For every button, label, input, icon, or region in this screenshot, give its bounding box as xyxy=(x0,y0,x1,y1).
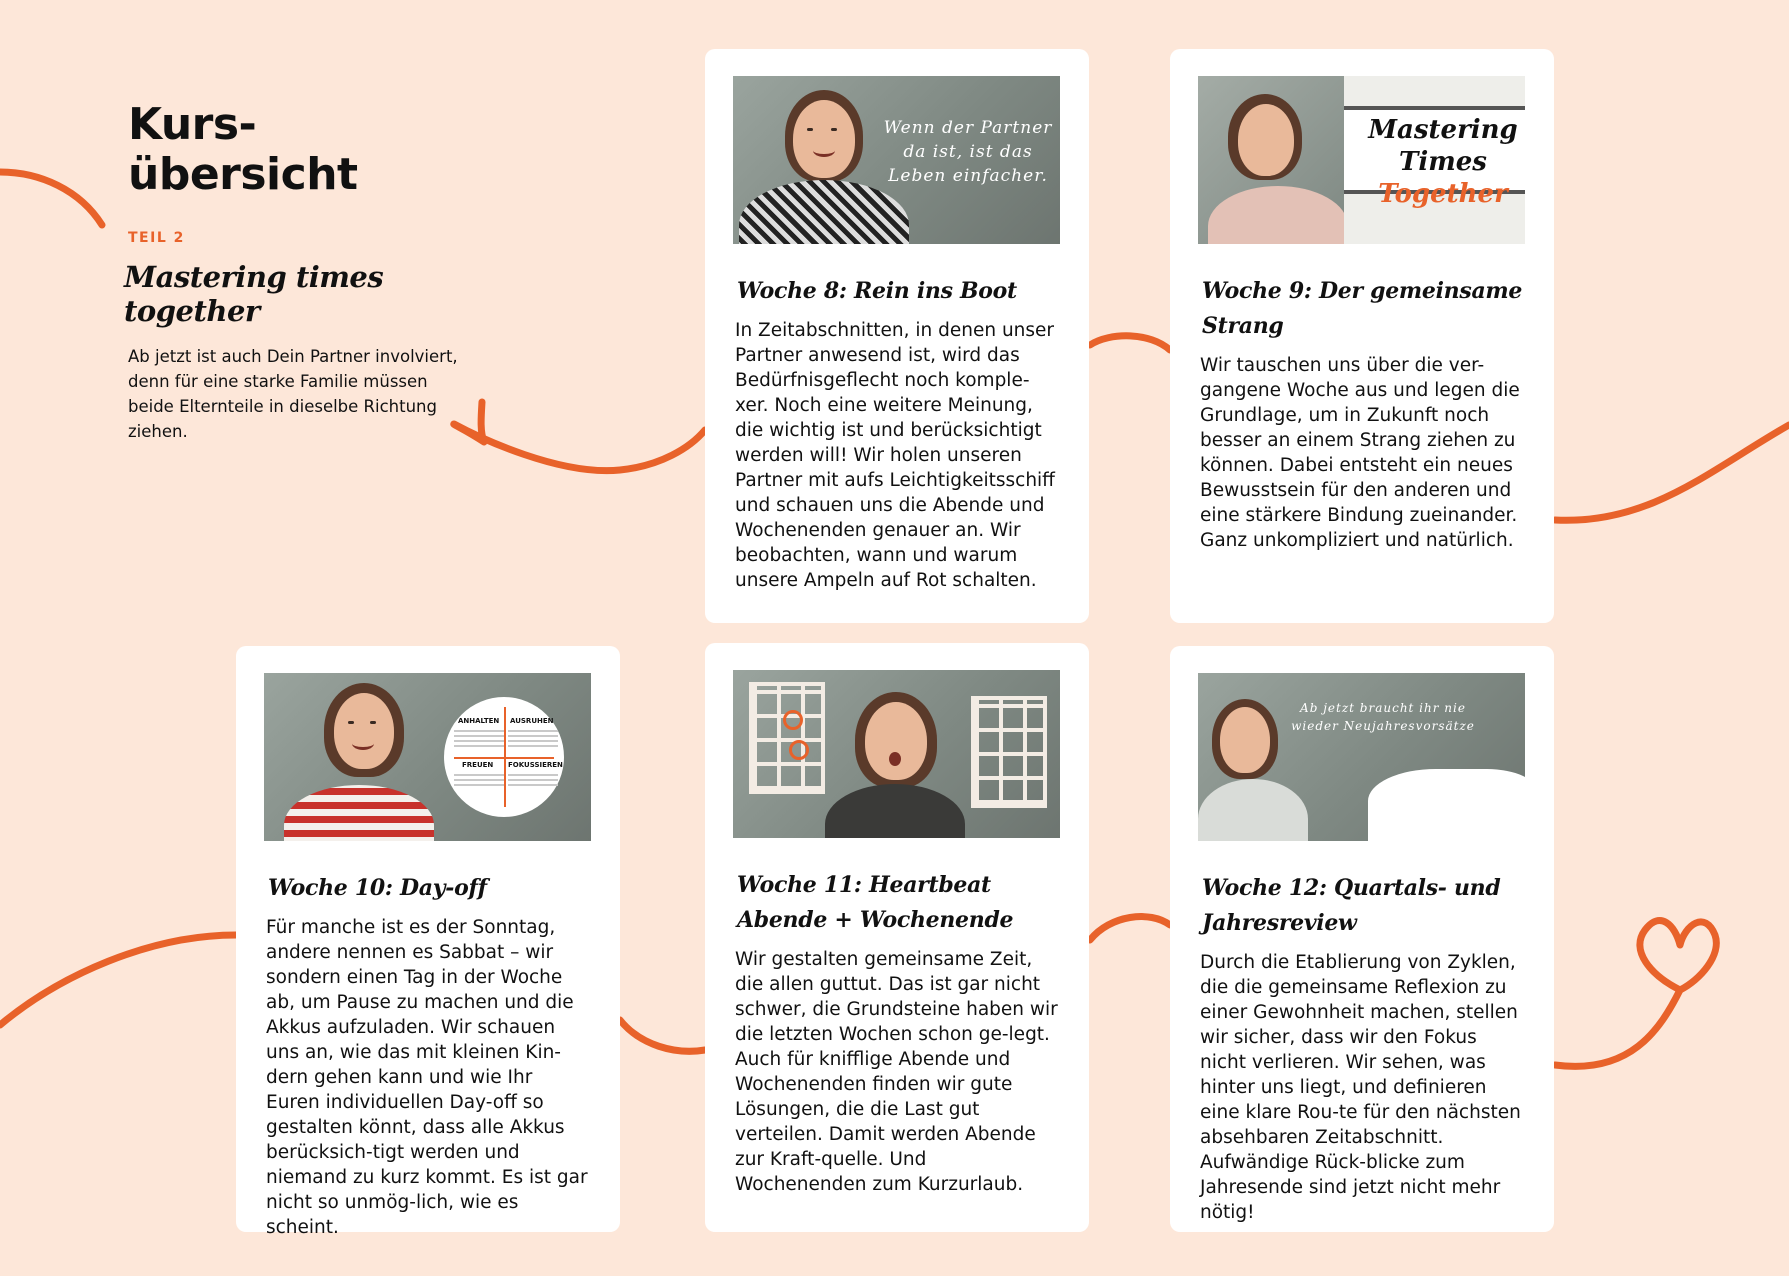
heart-icon xyxy=(1640,921,1716,990)
week-8-thumbnail xyxy=(733,76,1060,244)
part-label: TEIL 2 xyxy=(128,230,185,246)
week-11-card xyxy=(705,643,1089,1232)
week-9-card xyxy=(1170,49,1554,623)
week-11-title: Woche 11: Heartbeat Abende + Wochenende xyxy=(737,872,1014,933)
week-10-card xyxy=(236,646,620,1238)
week-8-title: Woche 8: Rein ins Boot xyxy=(737,278,1017,304)
part-title: Mastering times together xyxy=(124,260,384,328)
week-10-text: Für manche ist es der Sonntag, andere nennen es Sabbat – wir sondern einen Tag in der Woche ab, um Pause zu machen und die Akkus aufzuladen. Wir schauen uns an, wie das mit kleinen Kin-dern gehen kann und wie Ihr Euren individuellen Day-off so gestalten könnt, dass alle Akkus berücksich-tigt werden und niemand zu kurz kommt. Es ist gar nicht so unmög-lich, wie es scheint. xyxy=(266,917,588,1238)
week-11-text: Wir gestalten gemeinsame Zeit, die allen guttut. Das ist gar nicht schwer, die Grundsteine haben wir die letzten Wochen schon ge-legt. Auch für knifflige Abende und Wochenenden finden wir gute Lösungen, die die Last gut verteilen. Damit werden Abende zur Kraft-quelle. Und Wochenenden zum Kurzurlaub. xyxy=(735,949,1058,1195)
week-10-thumbnail xyxy=(264,673,591,841)
week-9-image-text-b: Times xyxy=(1399,147,1487,177)
week-9-thumbnail xyxy=(1198,76,1525,244)
week-9-image-text-c: Together xyxy=(1378,179,1508,209)
week-8-image-text: Wenn der Partner da ist, ist das Leben einfacher. xyxy=(883,118,1053,186)
page-title: Kurs- übersicht xyxy=(128,99,358,200)
week-9-image-text-a: Mastering xyxy=(1368,115,1518,145)
week-10-wheel-graphic: ANHALTEN AUSRUHEN FREUEN FOKUSSIEREN xyxy=(444,697,564,817)
week-11-thumbnail xyxy=(733,670,1060,838)
week-9-title: Woche 9: Der gemeinsame Strang xyxy=(1202,278,1523,339)
week-12-image-text: Ab jetzt braucht ihr nie wieder Neujahresvorsätze xyxy=(1291,701,1475,733)
week-8-text: In Zeitabschnitten, in denen unser Partner anwesend ist, wird das Bedürfnisgeflecht noch komple-xer. Noch eine weitere Meinung, die wichtig ist und berücksichtigt werden will! Wir holen unseren Partner mit aufs Leichtigkeitsschiff und schauen uns die Abende und Wochenenden genauer an. Wir beobachten, wann und warum unsere Ampeln auf Rot schalten. xyxy=(735,320,1055,591)
intro-section xyxy=(124,99,488,444)
week-12-title: Woche 12: Quartals- und Jahresreview xyxy=(1202,875,1501,936)
week-12-card xyxy=(1170,646,1554,1232)
week-9-text: Wir tauschen uns über die ver-gangene Woche aus und legen die Grundlage, um in Zukunft noch besser an einem Strang ziehen zu können. Dabei entsteht ein neues Bewusstsein für den anderen und eine stärkere Bindung zueinander. Ganz unkompliziert und natürlich. xyxy=(1200,355,1520,551)
week-12-text: Durch die Etablierung von Zyklen, die die gemeinsame Reflexion zu einer Gewohnheit machen, stellen wir sicher, dass wir den Fokus nicht verlieren. Wir sehen, was hinter uns liegt, und definieren eine klare Rou-te für den nächsten absehbaren Zeitabschnitt. Aufwändige Rück-blicke zum Jahresende sind jetzt nicht mehr nötig! xyxy=(1200,952,1521,1223)
week-8-card xyxy=(705,49,1089,623)
week-10-title: Woche 10: Day-off xyxy=(268,875,487,901)
intro-description: Ab jetzt ist auch Dein Partner involviert, denn für eine starke Familie müssen beide Elternteile in dieselbe Richtung ziehen. xyxy=(128,347,458,441)
week-12-thumbnail xyxy=(1198,673,1525,841)
